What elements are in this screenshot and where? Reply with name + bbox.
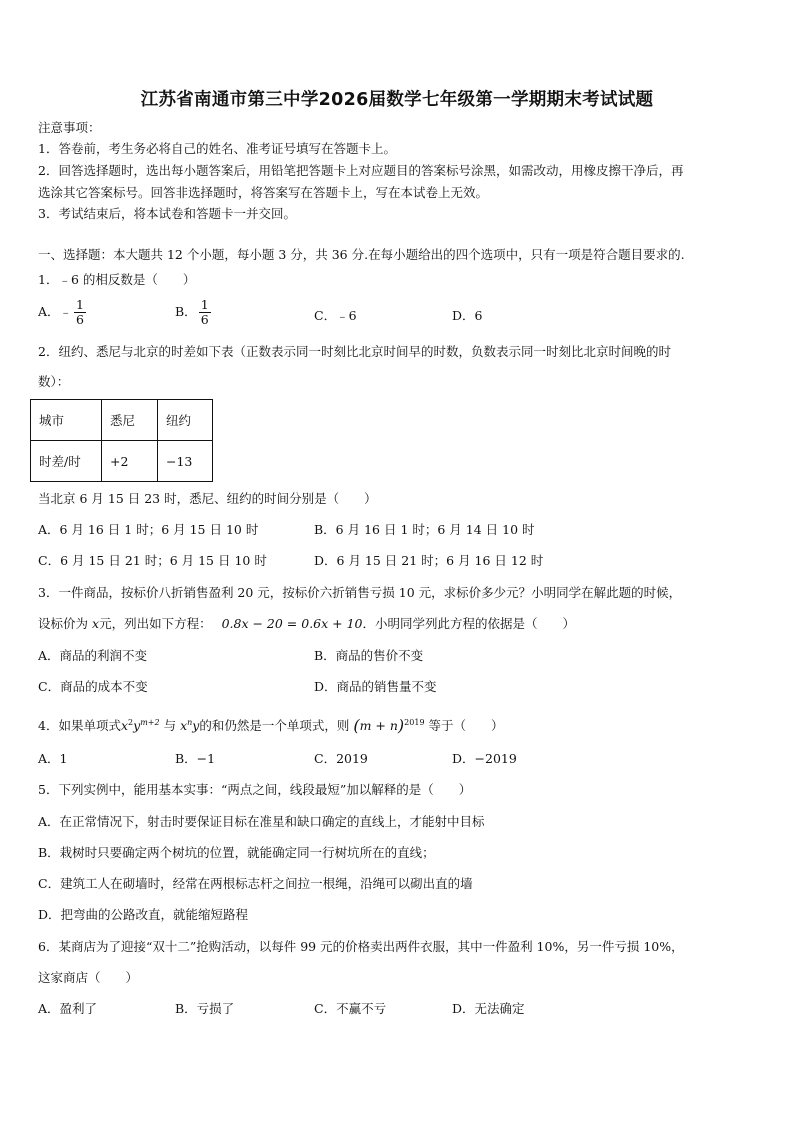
q4-option-a: A．1 bbox=[38, 751, 68, 766]
q1-option-b bbox=[175, 298, 213, 327]
q5-option-b: B．栽树时只要确定两个树坑的位置，就能确定同一行树坑所在的直线； bbox=[38, 845, 435, 860]
variable: x bbox=[92, 616, 100, 631]
time-difference-table bbox=[30, 399, 213, 482]
q4-option-c: C．2019 bbox=[314, 751, 368, 766]
q6-option-a: A．盈利了 bbox=[38, 1001, 98, 1016]
table-cell: −13 bbox=[158, 441, 213, 482]
table-cell: 时差/时 bbox=[31, 441, 102, 482]
q2-option-a: A．6 月 16 日 1 时；6 月 15 日 10 时 bbox=[38, 522, 259, 537]
q6-option-c: C．不赢不亏 bbox=[314, 1001, 387, 1016]
base: y bbox=[133, 718, 141, 734]
base: x bbox=[120, 718, 129, 734]
q4-option-d: D．−2019 bbox=[452, 751, 517, 766]
question-2-stem-cont: 数）： bbox=[38, 374, 70, 389]
q5-option-d: D．把弯曲的公路改直，就能缩短路程 bbox=[38, 907, 249, 922]
table-cell: 悉尼 bbox=[102, 400, 158, 441]
exponent: 2 bbox=[128, 718, 134, 727]
minus-sign: ﹣ bbox=[59, 304, 73, 319]
q3-option-a: A．商品的利润不变 bbox=[38, 648, 148, 663]
q2-option-d: D．6 月 15 日 21 时；6 月 16 日 12 时 bbox=[314, 553, 544, 568]
text: 的和仍然是一个单项式，则 bbox=[199, 718, 350, 734]
question-1-stem: 1．﹣6 的相反数是（ ） bbox=[38, 272, 196, 287]
section-heading: 一、选择题：本大题共 12 个小题，每小题 3 分，共 36 分.在每小题给出的四个选项中，只有一项是符合题目要求的. bbox=[38, 247, 685, 262]
text: ．小明同学列此方程的依据是（ ） bbox=[362, 616, 576, 631]
denominator: 6 bbox=[200, 312, 209, 327]
q5-option-c: C．建筑工人在砌墙时，经常在两根标志杆之间拉一根绳，沿绳可以砌出直的墙 bbox=[38, 876, 473, 891]
notice-item: 选涂其它答案标号。回答非选择题时，将答案写在答题卡上，写在本试卷上无效。 bbox=[38, 185, 489, 200]
exponent: n bbox=[187, 718, 193, 727]
option-label: B． bbox=[175, 304, 197, 319]
text: 元，列出如下方程： bbox=[99, 616, 212, 631]
option-label: A． bbox=[38, 304, 60, 319]
question-3-stem-cont bbox=[38, 615, 575, 633]
question-6-stem-cont: 这家商店（ ） bbox=[38, 970, 139, 985]
q4-option-b: B．−1 bbox=[175, 751, 216, 766]
table-row bbox=[31, 400, 213, 441]
notice-item: 1．答卷前，考生务必将自己的姓名、准考证号填写在答题卡上。 bbox=[38, 141, 396, 156]
text: 与 bbox=[163, 718, 177, 734]
power-expression: $(m + n)^{2019}$ bbox=[353, 716, 425, 736]
table-cell: +2 bbox=[102, 441, 158, 482]
question-2-stem: 2．纽约、悉尼与北京的时差如下表（正数表示同一时刻比北京时间早的时数，负数表示同一时刻比北京时间晚的时 bbox=[38, 344, 671, 359]
notice-item: 3．考试结束后，将本试卷和答题卡一并交回。 bbox=[38, 206, 296, 221]
numerator: 1 bbox=[76, 297, 84, 312]
question-3-stem: 3．一件商品，按标价八折销售盈利 20 元，按标价六折销售亏损 10 元，求标价多少元？小明同学在解此题的时候， bbox=[38, 585, 682, 600]
question-4-stem bbox=[38, 714, 504, 735]
q1-option-d: D．6 bbox=[452, 308, 483, 323]
fraction bbox=[199, 298, 211, 327]
base-expression: m + n bbox=[359, 718, 398, 734]
page-title: 江苏省南通市第三中学2026届数学七年级第一学期期末考试试题 bbox=[140, 90, 654, 110]
fraction bbox=[74, 298, 86, 327]
monomial-1 bbox=[121, 718, 160, 733]
q1-option-c: C．﹣6 bbox=[314, 308, 357, 323]
question-5-stem: 5．下列实例中，能用基本实事：“两点之间，线段最短”加以解释的是（ ） bbox=[38, 782, 472, 797]
q1-option-a bbox=[38, 298, 88, 327]
base: y bbox=[192, 718, 200, 734]
q3-option-d: D．商品的销售量不变 bbox=[314, 679, 437, 694]
monomial-2 bbox=[180, 718, 199, 733]
base: x bbox=[180, 718, 188, 734]
q3-option-c: C．商品的成本不变 bbox=[38, 679, 148, 694]
table-cell: 纽约 bbox=[158, 400, 213, 441]
q2-option-c: C．6 月 15 日 21 时；6 月 15 日 10 时 bbox=[38, 553, 267, 568]
text: 设标价为 bbox=[38, 616, 89, 631]
q6-option-d: D．无法确定 bbox=[452, 1001, 525, 1016]
exponent: m+2 bbox=[140, 718, 160, 727]
notice-heading: 注意事项： bbox=[38, 120, 101, 135]
table-cell: 城市 bbox=[31, 400, 102, 441]
equation: 0.8x − 20 = 0.6x + 10 bbox=[221, 616, 363, 631]
text: 4．如果单项式 bbox=[38, 718, 121, 734]
exponent: 2019 bbox=[404, 718, 425, 727]
notice-item: 2．回答选择题时，选出每小题答案后，用铅笔把答题卡上对应题目的答案标号涂黑，如需改动，用橡皮擦干净后，再 bbox=[38, 163, 684, 178]
q6-option-b: B．亏损了 bbox=[175, 1001, 235, 1016]
question-6-stem: 6．某商店为了迎接“双十二”抢购活动，以每件 99 元的价格卖出两件衣服，其中一件盈利 10%，另一件亏损 10%， bbox=[38, 939, 684, 954]
q2-option-b: B．6 月 16 日 1 时；6 月 14 日 10 时 bbox=[314, 522, 535, 537]
denominator: 6 bbox=[76, 312, 84, 327]
q3-option-b: B．商品的售价不变 bbox=[314, 648, 424, 663]
numerator: 1 bbox=[200, 297, 209, 312]
table-row bbox=[31, 441, 213, 482]
q5-option-a: A．在正常情况下，射击时要保证目标在准星和缺口确定的直线上，才能射中目标 bbox=[38, 814, 485, 829]
text: 等于（ ） bbox=[428, 718, 504, 734]
question-2-ask: 当北京 6 月 15 日 23 时，悉尼、纽约的时间分别是（ ） bbox=[38, 491, 377, 506]
